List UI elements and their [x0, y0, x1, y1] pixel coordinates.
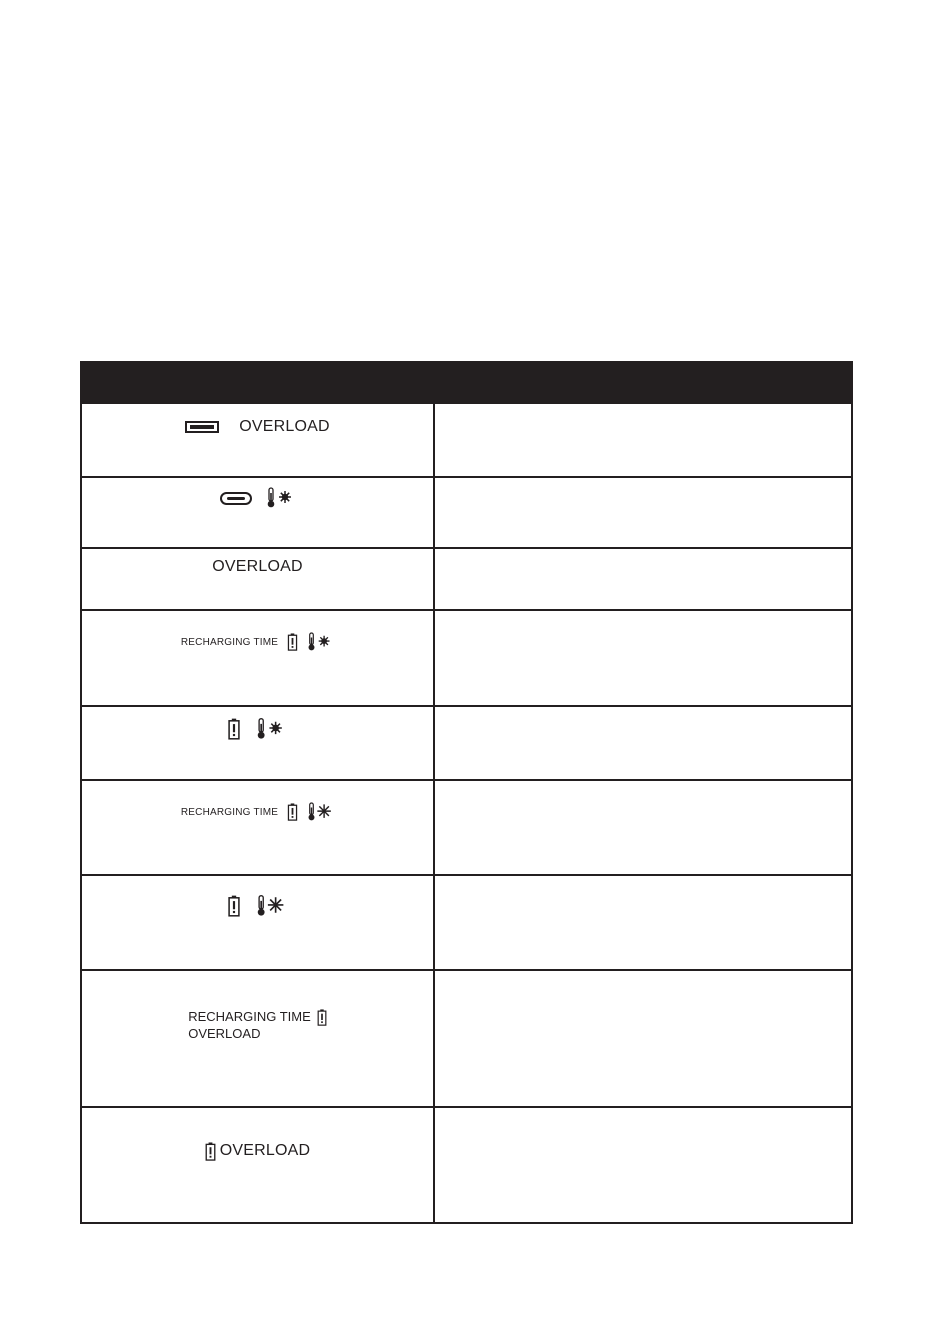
table-row — [82, 1108, 851, 1222]
table-row — [82, 876, 851, 971]
thermometer-hot-icon — [266, 487, 296, 509]
indicator-cell — [82, 707, 435, 779]
battery-alert-icon — [287, 803, 298, 821]
table-row — [82, 971, 851, 1108]
overload-label: OVERLOAD — [239, 418, 330, 435]
usb-a-port-icon — [185, 421, 219, 433]
thermometer-cold-icon — [256, 894, 287, 918]
indicator-cell — [82, 876, 435, 969]
battery-alert-icon — [205, 1142, 216, 1161]
description-cell — [435, 478, 851, 547]
overload-label: OVERLOAD — [188, 1025, 261, 1041]
table-row — [82, 404, 851, 478]
description-cell — [435, 781, 851, 874]
table-row — [82, 611, 851, 707]
table-row — [82, 549, 851, 611]
description-cell — [435, 549, 851, 609]
indicator-cell — [82, 549, 435, 609]
battery-alert-icon — [228, 718, 240, 740]
description-cell — [435, 876, 851, 969]
description-cell — [435, 611, 851, 705]
thermometer-cold-icon — [307, 802, 334, 822]
overload-label: OVERLOAD — [219, 1142, 311, 1159]
description-cell — [435, 1108, 851, 1222]
recharging-time-label: RECHARGING TIME — [188, 1009, 311, 1024]
description-cell — [435, 971, 851, 1106]
description-cell — [435, 404, 851, 476]
table-row — [82, 781, 851, 876]
battery-alert-icon — [287, 633, 298, 651]
recharging-time-label: RECHARGING TIME — [180, 636, 279, 648]
table-row — [82, 478, 851, 549]
recharging-time-label: RECHARGING TIME — [180, 806, 279, 818]
indicator-cell — [82, 611, 435, 705]
thermometer-hot-icon — [256, 717, 287, 741]
table-row — [82, 707, 851, 781]
description-cell — [435, 707, 851, 779]
indicator-cell — [82, 1108, 435, 1222]
indicator-cell — [82, 478, 435, 547]
status-table — [80, 361, 853, 1224]
indicator-cell — [82, 781, 435, 874]
usb-c-port-icon — [220, 492, 252, 505]
battery-alert-icon — [317, 1009, 327, 1026]
battery-alert-icon — [228, 895, 240, 917]
indicator-cell — [82, 971, 435, 1106]
table-header-bar — [82, 363, 851, 404]
thermometer-hot-icon — [307, 632, 334, 652]
indicator-cell — [82, 404, 435, 476]
overload-label: OVERLOAD — [212, 558, 303, 575]
